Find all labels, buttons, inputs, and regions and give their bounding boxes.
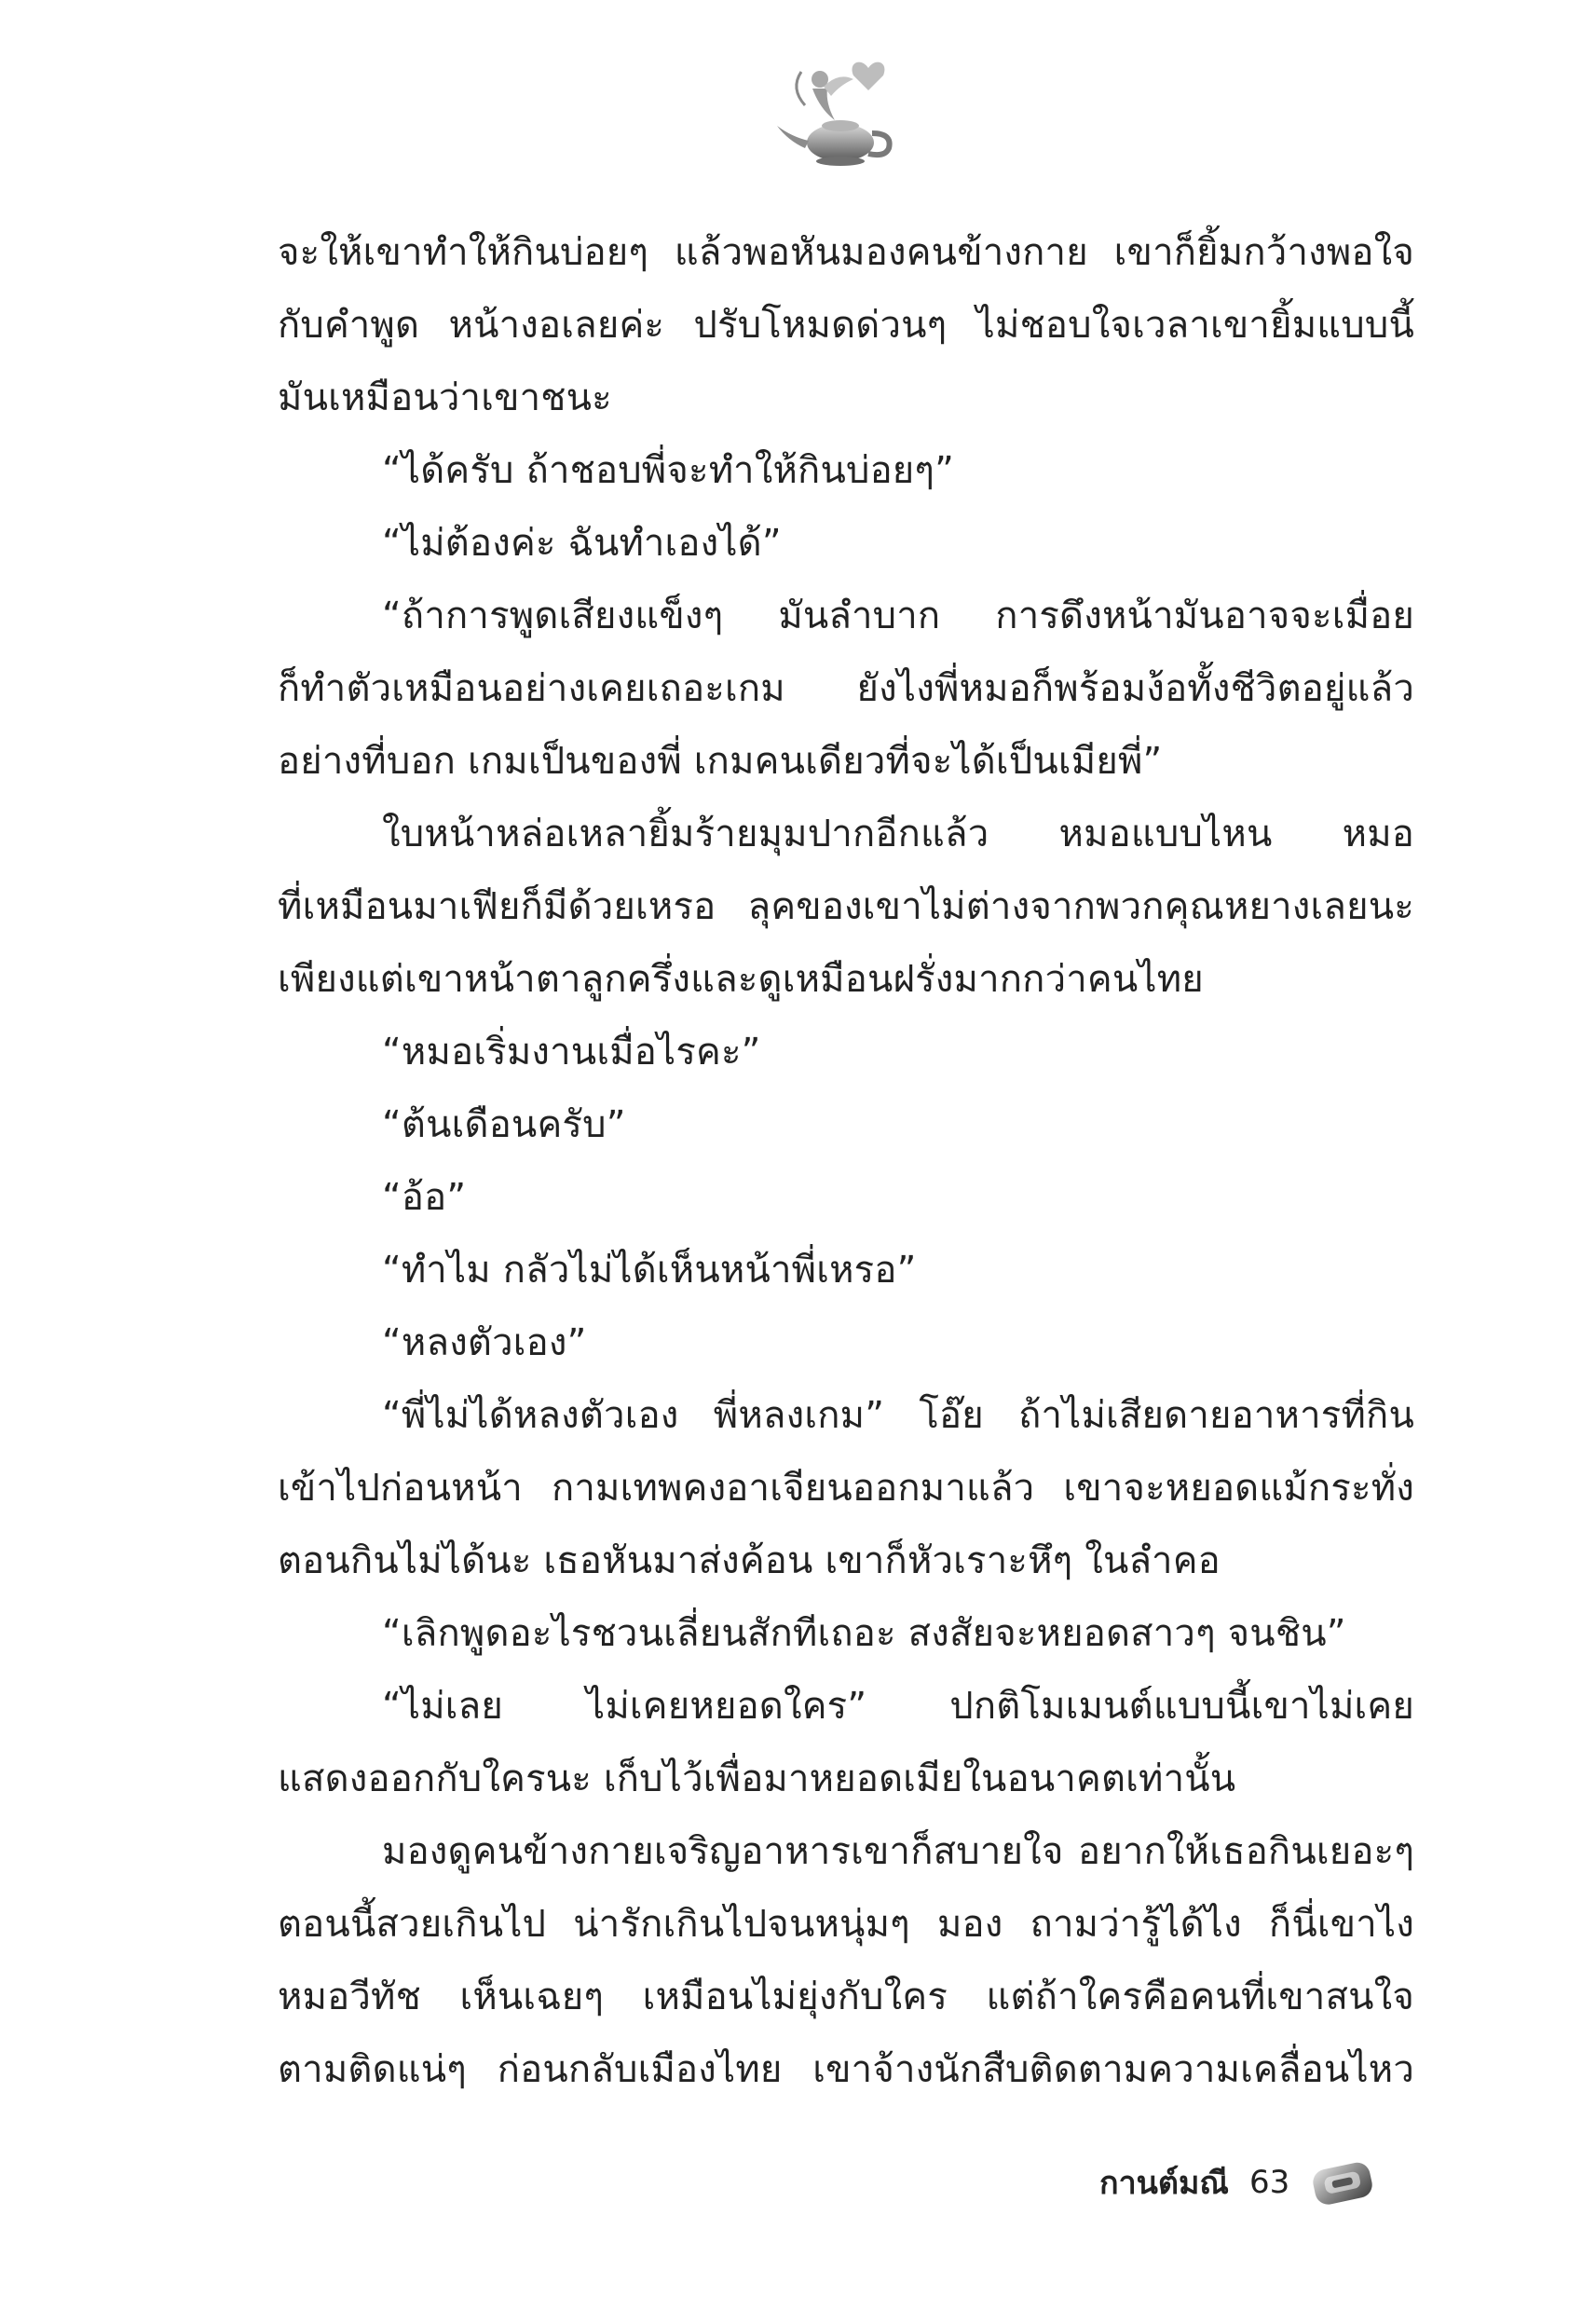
page-footer bbox=[1099, 2154, 1377, 2210]
gem-icon bbox=[1310, 2158, 1377, 2207]
teapot-ornament-icon bbox=[764, 51, 904, 177]
text-line: ตามติดแน่ๆ ก่อนกลับเมืองไทย เขาจ้างนักสืบติดตามความเคลื่อนไหว bbox=[278, 2048, 1414, 2091]
text-line: เพียงแต่เขาหน้าตาลูกครึ่งและดูเหมือนฝรั่งมากกว่าคนไทย bbox=[278, 958, 1204, 1001]
text-line: ที่เหมือนมาเฟียก็มีด้วยเหรอ ลุคของเขาไม่ต่างจากพวกคุณหยางเลยนะ bbox=[278, 885, 1414, 928]
text-line: อย่างที่บอก เกมเป็นของพี่ เกมคนเดียวที่จะได้เป็นเมียพี่” bbox=[278, 740, 1163, 783]
body-text bbox=[278, 216, 1414, 2106]
dialogue-line: “หลงตัวเอง” bbox=[382, 1321, 587, 1364]
text-line: กับคำพูด หน้างอเลยค่ะ ปรับโหมดด่วนๆ ไม่ชอบใจเวลาเขายิ้มแบบนี้ bbox=[278, 304, 1414, 347]
dialogue-line: “หมอเริ่มงานเมื่อไรคะ” bbox=[382, 1031, 761, 1073]
book-title: กานต์มณี bbox=[1099, 2165, 1229, 2202]
text-line: แสดงออกกับใครนะ เก็บไว้เพื่อมาหยอดเมียในอนาคตเท่านั้น bbox=[278, 1757, 1236, 1800]
text-line: จะให้เขาทำให้กินบ่อยๆ แล้วพอหันมองคนข้างกาย เขาก็ยิ้มกว้างพอใจ bbox=[278, 231, 1414, 274]
text-line: ก็ทำตัวเหมือนอย่างเคยเถอะเกม ยังไงพี่หมอก็พร้อมง้อทั้งชีวิตอยู่แล้ว bbox=[278, 667, 1414, 710]
text-line: หมอวีทัช เห็นเฉยๆ เหมือนไม่ยุ่งกับใคร แต่ถ้าใครคือคนที่เขาสนใจ bbox=[278, 1976, 1414, 2018]
text-line: มันเหมือนว่าเขาชนะ bbox=[278, 376, 612, 419]
dialogue-line: “ไม่ต้องค่ะ ฉันทำเองได้” bbox=[382, 522, 782, 565]
dialogue-line: “ได้ครับ ถ้าชอบพี่จะทำให้กินบ่อยๆ” bbox=[382, 449, 955, 492]
text-line: ตอนกินไม่ได้นะ เธอหันมาส่งค้อน เขาก็หัวเราะหึๆ ในลำคอ bbox=[278, 1539, 1221, 1582]
text-line: ตอนนี้สวยเกินไป น่ารักเกินไปจนหนุ่มๆ มอง ถามว่ารู้ได้ไง ก็นี่เขาไง bbox=[278, 1903, 1414, 1946]
dialogue-line: “ทำไม กลัวไม่ได้เห็นหน้าพี่เหรอ” bbox=[382, 1249, 917, 1292]
text-line: “ถ้าการพูดเสียงแข็งๆ มันลำบาก การดึงหน้ามันอาจจะเมื่อย bbox=[382, 595, 1414, 637]
text-line: เข้าไปก่อนหน้า กามเทพคงอาเจียนออกมาแล้ว เขาจะหยอดแม้กระทั่ง bbox=[278, 1467, 1414, 1510]
dialogue-line: “อ้อ” bbox=[382, 1176, 467, 1219]
page-number: 63 bbox=[1248, 2164, 1290, 2201]
text-line: มองดูคนข้างกายเจริญอาหารเขาก็สบายใจ อยากให้เธอกินเยอะๆ bbox=[382, 1830, 1414, 1873]
text-line: “พี่ไม่ได้หลงตัวเอง พี่หลงเกม” โอ๊ย ถ้าไม่เสียดายอาหารที่กิน bbox=[382, 1394, 1414, 1437]
dialogue-line: “ต้นเดือนครับ” bbox=[382, 1103, 626, 1146]
text-line: “ไม่เลย ไม่เคยหยอดใคร” ปกติโมเมนต์แบบนี้เขาไม่เคย bbox=[382, 1685, 1414, 1728]
text-line: ใบหน้าหล่อเหลายิ้มร้ายมุมปากอีกแล้ว หมอแบบไหน หมอ bbox=[382, 813, 1414, 855]
dialogue-line: “เลิกพูดอะไรชวนเลี่ยนสักทีเถอะ สงสัยจะหยอดสาวๆ จนชิน” bbox=[382, 1612, 1346, 1655]
